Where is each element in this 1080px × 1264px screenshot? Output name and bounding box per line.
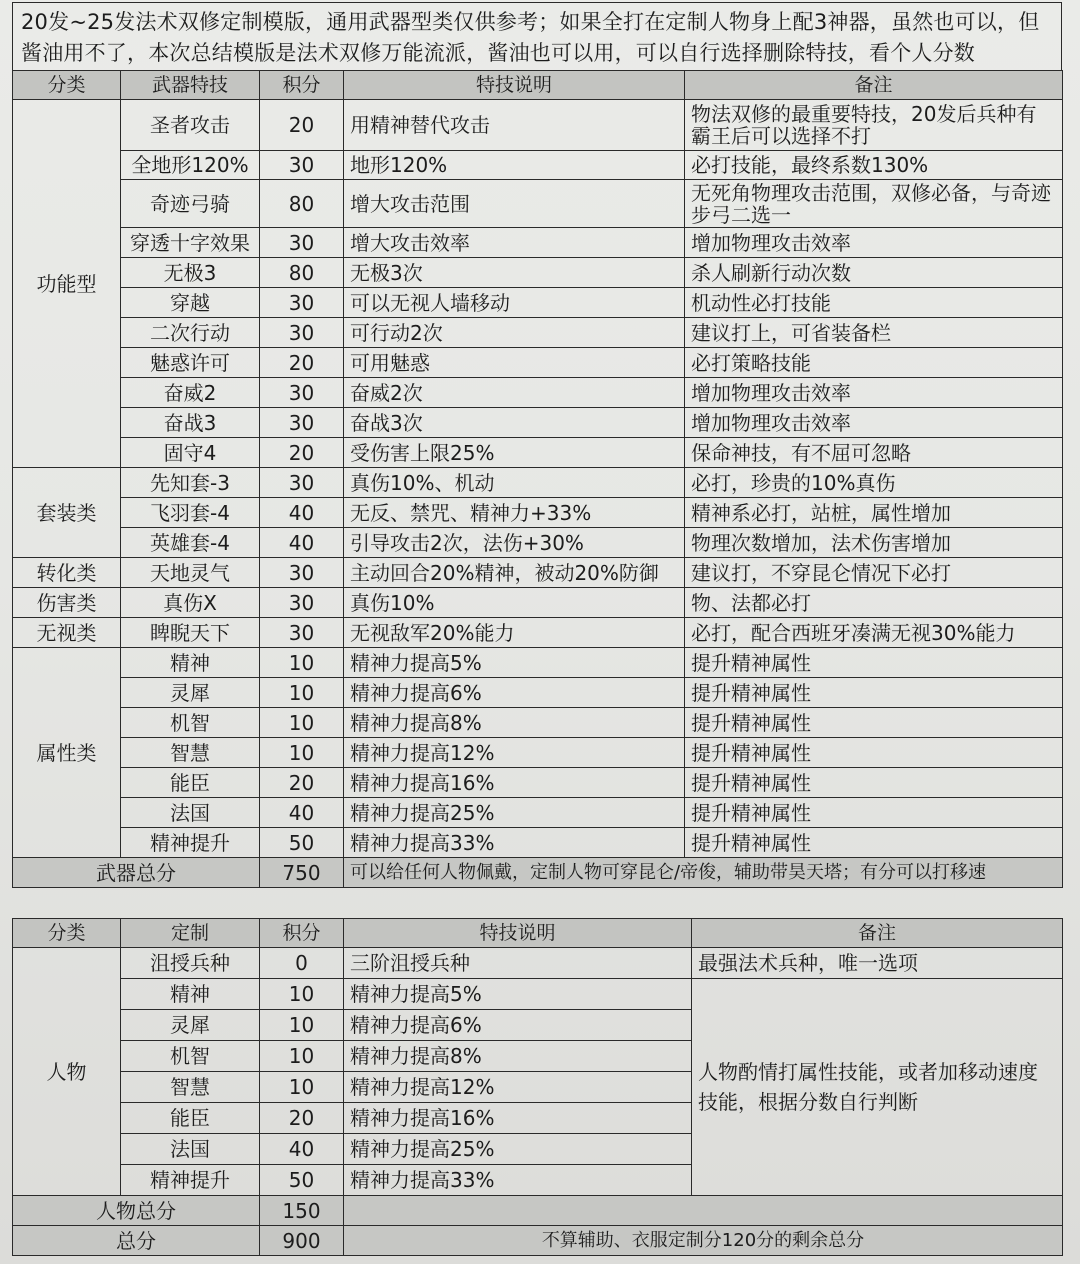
skill-score: 30 <box>260 378 344 408</box>
skill-name: 无极3 <box>121 258 260 288</box>
header-skill: 定制 <box>121 919 260 948</box>
table-row <box>13 618 1063 648</box>
weapon-total-score: 750 <box>260 858 344 888</box>
skill-description: 受伤害上限25% <box>344 438 685 468</box>
header-category: 分类 <box>13 919 121 948</box>
skill-score: 30 <box>260 408 344 438</box>
skill-name: 飞羽套-4 <box>121 498 260 528</box>
empty-cell <box>344 1196 1063 1226</box>
table-row <box>13 408 1063 438</box>
skill-name: 精神 <box>121 648 260 678</box>
skill-score: 30 <box>260 288 344 318</box>
header-skill: 武器特技 <box>121 71 260 100</box>
skill-note: 最强法术兵种，唯一选项 <box>692 948 1063 979</box>
table-row <box>13 558 1063 588</box>
skill-description: 奋威2次 <box>344 378 685 408</box>
skill-note: 机动性必打技能 <box>685 288 1063 318</box>
skill-description: 精神力提高33% <box>344 1165 692 1196</box>
skill-description: 引导攻击2次，法伤+30% <box>344 528 685 558</box>
table-row <box>13 948 1063 979</box>
skill-description: 真伤10%、机动 <box>344 468 685 498</box>
table-row <box>13 588 1063 618</box>
weapon-total-note: 可以给任何人物佩戴，定制人物可穿昆仑/帝俊，辅助带昊天塔；有分可以打移速 <box>344 858 1063 888</box>
skill-note: 提升精神属性 <box>685 678 1063 708</box>
skill-score: 80 <box>260 180 344 228</box>
skill-score: 10 <box>260 738 344 768</box>
merged-note: 人物酌情打属性技能，或者加移动速度技能，根据分数自行判断 <box>692 979 1063 1196</box>
table-row <box>13 100 1063 151</box>
skill-name: 精神提升 <box>121 828 260 858</box>
weapon-table-header <box>13 71 1063 100</box>
skill-description: 精神力提高25% <box>344 1134 692 1165</box>
skill-score: 50 <box>260 1165 344 1196</box>
character-total-row <box>13 1196 1063 1226</box>
table-row <box>13 648 1063 678</box>
skill-name: 能臣 <box>121 1103 260 1134</box>
skill-note: 增加物理攻击效率 <box>685 408 1063 438</box>
category-cell: 无视类 <box>13 618 121 648</box>
skill-note: 提升精神属性 <box>685 738 1063 768</box>
skill-score: 30 <box>260 468 344 498</box>
skill-note: 物、法都必打 <box>685 588 1063 618</box>
skill-score: 10 <box>260 979 344 1010</box>
skill-score: 20 <box>260 768 344 798</box>
category-cell: 功能型 <box>13 100 121 468</box>
skill-name: 全地形120% <box>121 151 260 180</box>
grand-total-row <box>13 1226 1063 1256</box>
table-row <box>13 738 1063 768</box>
skill-score: 10 <box>260 708 344 738</box>
skill-description: 无反、禁咒、精神力+33% <box>344 498 685 528</box>
table-row <box>13 528 1063 558</box>
table-row <box>13 498 1063 528</box>
skill-description: 精神力提高33% <box>344 828 685 858</box>
table-row <box>13 438 1063 468</box>
skill-note: 提升精神属性 <box>685 648 1063 678</box>
grand-total-label: 总分 <box>13 1226 260 1256</box>
skill-name: 真伤X <box>121 588 260 618</box>
category-cell: 套装类 <box>13 468 121 558</box>
skill-score: 40 <box>260 798 344 828</box>
skill-score: 10 <box>260 1072 344 1103</box>
skill-name: 英雄套-4 <box>121 528 260 558</box>
skill-note: 精神系必打，站桩，属性增加 <box>685 498 1063 528</box>
header-category: 分类 <box>13 71 121 100</box>
skill-score: 0 <box>260 948 344 979</box>
weapon-skill-table <box>12 70 1063 888</box>
skill-note: 无死角物理攻击范围，双修必备，与奇迹步弓二选一 <box>685 180 1063 228</box>
skill-description: 真伤10% <box>344 588 685 618</box>
skill-score: 30 <box>260 618 344 648</box>
skill-description: 无视敌军20%能力 <box>344 618 685 648</box>
character-table-header <box>13 919 1063 948</box>
skill-name: 沮授兵种 <box>121 948 260 979</box>
skill-name: 智慧 <box>121 1072 260 1103</box>
skill-name: 能臣 <box>121 768 260 798</box>
skill-score: 20 <box>260 348 344 378</box>
header-score: 积分 <box>260 919 344 948</box>
skill-score: 30 <box>260 558 344 588</box>
skill-description: 地形120% <box>344 151 685 180</box>
skill-score: 10 <box>260 1010 344 1041</box>
skill-note: 必打技能，最终系数130% <box>685 151 1063 180</box>
weapon-total-row <box>13 858 1063 888</box>
skill-description: 精神力提高8% <box>344 1041 692 1072</box>
skill-name: 法国 <box>121 1134 260 1165</box>
skill-description: 精神力提高6% <box>344 1010 692 1041</box>
grand-total-note: 不算辅助、衣服定制分120分的剩余总分 <box>344 1226 1063 1256</box>
skill-description: 奋战3次 <box>344 408 685 438</box>
skill-score: 40 <box>260 1134 344 1165</box>
skill-description: 三阶沮授兵种 <box>344 948 692 979</box>
skill-description: 可以无视人墙移动 <box>344 288 685 318</box>
skill-score: 10 <box>260 1041 344 1072</box>
skill-name: 睥睨天下 <box>121 618 260 648</box>
skill-name: 奋战3 <box>121 408 260 438</box>
skill-score: 40 <box>260 498 344 528</box>
skill-note: 建议打上，可省装备栏 <box>685 318 1063 348</box>
skill-description: 精神力提高5% <box>344 648 685 678</box>
category-cell: 转化类 <box>13 558 121 588</box>
skill-name: 魅惑许可 <box>121 348 260 378</box>
skill-note: 杀人刷新行动次数 <box>685 258 1063 288</box>
skill-name: 智慧 <box>121 738 260 768</box>
skill-score: 20 <box>260 100 344 151</box>
skill-score: 30 <box>260 318 344 348</box>
table-row <box>13 979 1063 1010</box>
skill-description: 增大攻击范围 <box>344 180 685 228</box>
header-note: 备注 <box>692 919 1063 948</box>
character-skill-table <box>12 918 1063 1256</box>
skill-name: 圣者攻击 <box>121 100 260 151</box>
skill-score: 40 <box>260 528 344 558</box>
skill-description: 精神力提高5% <box>344 979 692 1010</box>
skill-name: 固守4 <box>121 438 260 468</box>
skill-description: 精神力提高12% <box>344 1072 692 1103</box>
skill-name: 奋威2 <box>121 378 260 408</box>
skill-score: 10 <box>260 678 344 708</box>
skill-name: 法国 <box>121 798 260 828</box>
table-row <box>13 468 1063 498</box>
character-total-score: 150 <box>260 1196 344 1226</box>
skill-description: 精神力提高16% <box>344 768 685 798</box>
table-row <box>13 798 1063 828</box>
skill-score: 80 <box>260 258 344 288</box>
skill-description: 精神力提高12% <box>344 738 685 768</box>
skill-description: 精神力提高16% <box>344 1103 692 1134</box>
skill-description: 可用魅惑 <box>344 348 685 378</box>
header-description: 特技说明 <box>344 919 692 948</box>
skill-note: 必打，珍贵的10%真伤 <box>685 468 1063 498</box>
skill-name: 先知套-3 <box>121 468 260 498</box>
skill-score: 20 <box>260 1103 344 1134</box>
skill-score: 30 <box>260 588 344 618</box>
skill-description: 增大攻击效率 <box>344 228 685 258</box>
character-total-label: 人物总分 <box>13 1196 260 1226</box>
skill-note: 提升精神属性 <box>685 798 1063 828</box>
table-row <box>13 288 1063 318</box>
skill-description: 无极3次 <box>344 258 685 288</box>
skill-name: 奇迹弓骑 <box>121 180 260 228</box>
header-note: 备注 <box>685 71 1063 100</box>
table-row <box>13 828 1063 858</box>
intro-text: 20发~25发法术双修定制模版，通用武器型类仅供参考；如果全打在定制人物身上配3神器，虽然也可以，但酱油用不了，本次总结模版是法术双修万能流派，酱油也可以用，可以自行选择删除特技，看个人分数 <box>12 2 1062 70</box>
skill-score: 20 <box>260 438 344 468</box>
skill-name: 机智 <box>121 708 260 738</box>
category-cell: 人物 <box>13 948 121 1196</box>
skill-note: 增加物理攻击效率 <box>685 228 1063 258</box>
skill-description: 精神力提高25% <box>344 798 685 828</box>
skill-description: 可行动2次 <box>344 318 685 348</box>
table-row <box>13 708 1063 738</box>
header-score: 积分 <box>260 71 344 100</box>
table-row <box>13 678 1063 708</box>
skill-note: 建议打，不穿昆仑情况下必打 <box>685 558 1063 588</box>
skill-note: 提升精神属性 <box>685 768 1063 798</box>
skill-description: 精神力提高6% <box>344 678 685 708</box>
skill-score: 30 <box>260 228 344 258</box>
skill-name: 灵犀 <box>121 678 260 708</box>
table-row <box>13 151 1063 180</box>
skill-note: 保命神技，有不屈可忽略 <box>685 438 1063 468</box>
weapon-total-label: 武器总分 <box>13 858 260 888</box>
skill-note: 提升精神属性 <box>685 708 1063 738</box>
skill-score: 50 <box>260 828 344 858</box>
table-row <box>13 180 1063 228</box>
header-description: 特技说明 <box>344 71 685 100</box>
skill-note: 必打策略技能 <box>685 348 1063 378</box>
table-row <box>13 378 1063 408</box>
category-cell: 属性类 <box>13 648 121 858</box>
table-row <box>13 318 1063 348</box>
skill-score: 10 <box>260 648 344 678</box>
skill-description: 用精神替代攻击 <box>344 100 685 151</box>
skill-name: 精神 <box>121 979 260 1010</box>
skill-note: 物法双修的最重要特技，20发后兵种有霸王后可以选择不打 <box>685 100 1063 151</box>
category-cell: 伤害类 <box>13 588 121 618</box>
skill-note: 物理次数增加，法术伤害增加 <box>685 528 1063 558</box>
table-row <box>13 258 1063 288</box>
skill-note: 提升精神属性 <box>685 828 1063 858</box>
skill-name: 机智 <box>121 1041 260 1072</box>
table-row <box>13 348 1063 378</box>
skill-name: 二次行动 <box>121 318 260 348</box>
table-row <box>13 228 1063 258</box>
skill-description: 精神力提高8% <box>344 708 685 738</box>
skill-name: 精神提升 <box>121 1165 260 1196</box>
skill-score: 30 <box>260 151 344 180</box>
skill-name: 灵犀 <box>121 1010 260 1041</box>
table-row <box>13 768 1063 798</box>
skill-description: 主动回合20%精神，被动20%防御 <box>344 558 685 588</box>
skill-note: 增加物理攻击效率 <box>685 378 1063 408</box>
skill-name: 天地灵气 <box>121 558 260 588</box>
skill-note: 必打，配合西班牙凑满无视30%能力 <box>685 618 1063 648</box>
skill-name: 穿透十字效果 <box>121 228 260 258</box>
skill-name: 穿越 <box>121 288 260 318</box>
grand-total-score: 900 <box>260 1226 344 1256</box>
